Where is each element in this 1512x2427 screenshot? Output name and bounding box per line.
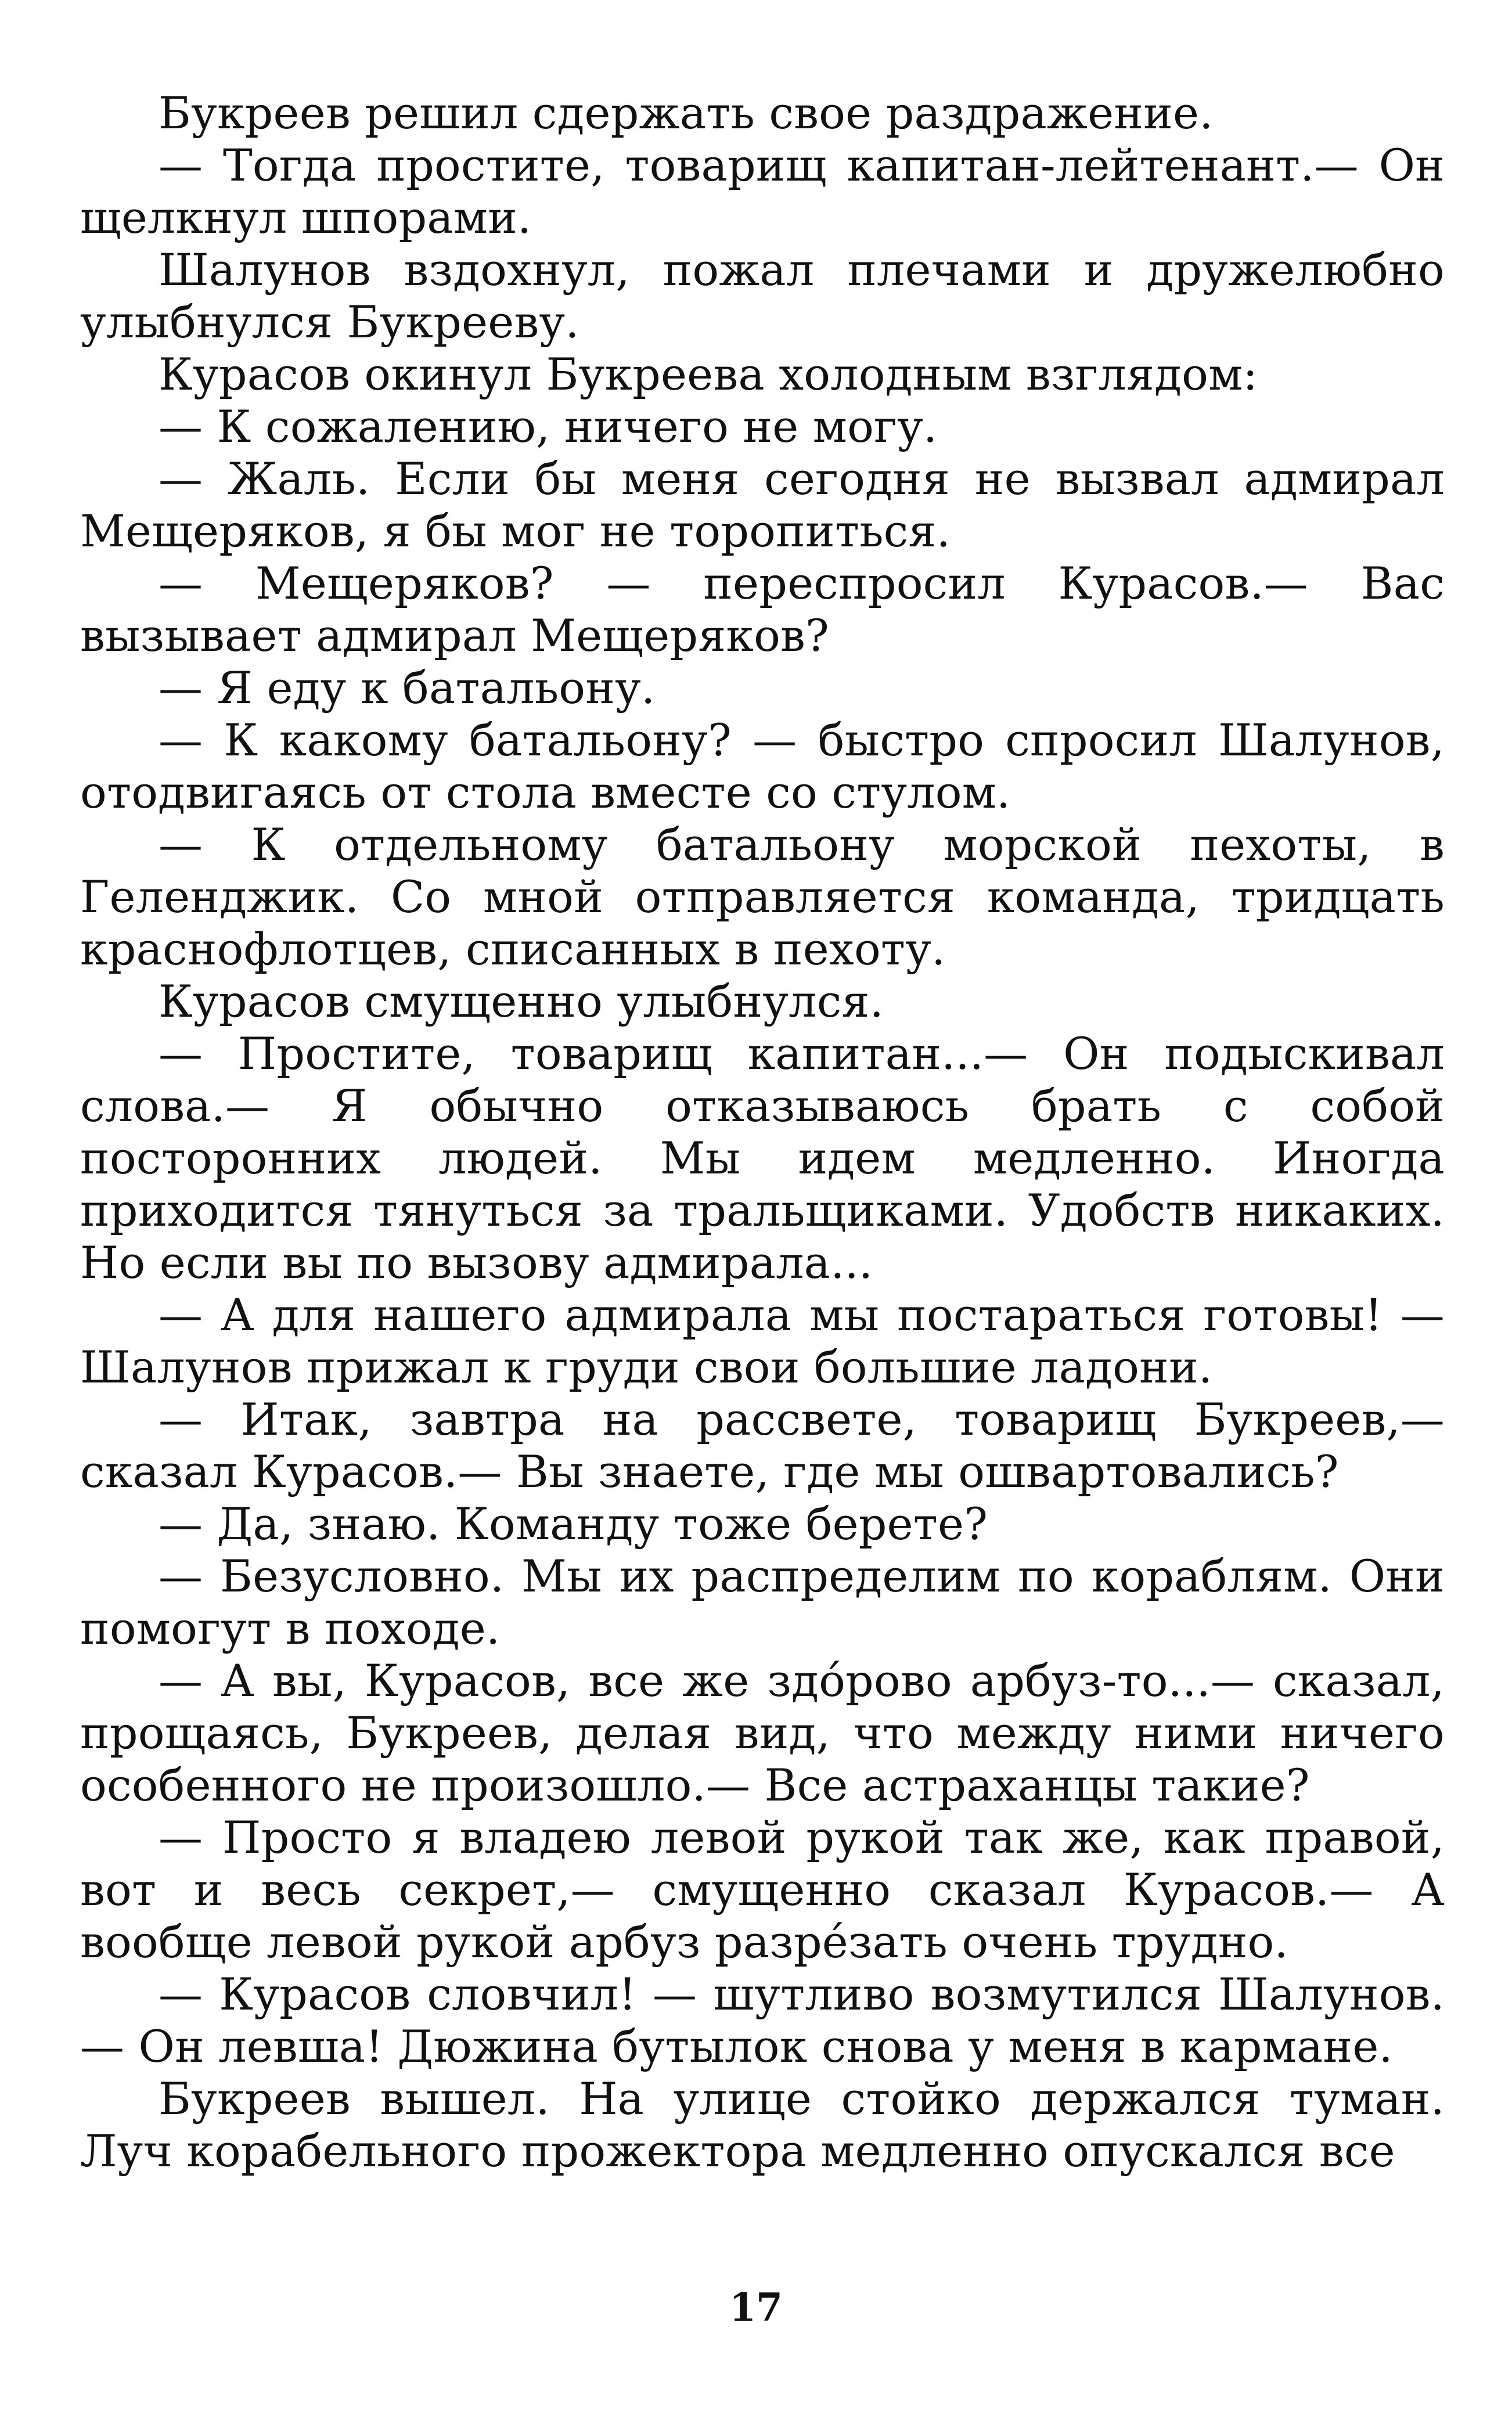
paragraph: — А для нашего адмирала мы постараться готовы! — Шалунов прижал к груди свои большие ладони. [80,1289,1445,1393]
paragraph: — Просто я владею левой рукой так же, как правой, вот и весь секрет,— смущенно сказал Курасов.— А вообще левой рукой арбуз разрéзать очень трудно. [80,1812,1445,1968]
paragraph: — К какому батальону? — быстро спросил Шалунов, отодвигаясь от стола вместе со стулом. [80,714,1445,818]
paragraph: — Простите, товарищ капитан...— Он подыскивал слова.— Я обычно отказываюсь брать с собой посторонних людей. Мы идем медленно. Иногда приходится тянуться за тральщиками. Удобств никаких. Но если вы по вызову адмирала... [80,1028,1445,1288]
paragraph: — Жаль. Если бы меня сегодня не вызвал адмирал Мещеряков, я бы мог не торопиться. [80,453,1445,557]
paragraph: — Да, знаю. Команду тоже берете? [159,1498,988,1550]
page-body [80,87,1445,2177]
paragraph: — Итак, завтра на рассвете, товарищ Букреев,— сказал Курасов.— Вы знаете, где мы ошвартовались? [80,1393,1445,1497]
paragraph: Букреев решил сдержать свое раздражение. [159,87,1214,139]
paragraph: — Безусловно. Мы их распределим по кораблям. Они помогут в походе. [80,1550,1445,1654]
paragraph: — Я еду к батальону. [159,662,656,714]
paragraph: Курасов окинул Букреева холодным взглядом: [159,348,1258,400]
paragraph: — Курасов словчил! — шутливо возмутился Шалунов.— Он левша! Дюжина бутылок снова у меня в кармане. [80,1968,1445,2072]
paragraph: — А вы, Курасов, все же здóрово арбуз-то...— сказал, прощаясь, Букреев, делая вид, что между ними ничего особенного не произошло.— Все астраханцы такие? [80,1655,1445,1811]
paragraph: — К сожалению, ничего не могу. [159,401,938,452]
paragraph: — К отдельному батальону морской пехоты, в Геленджик. Со мной отправляется команда, тридцать краснофлотцев, списанных в пехоту. [80,819,1445,975]
paragraph: — Мещеряков? — переспросил Курасов.— Вас вызывает адмирал Мещеряков? [80,557,1445,661]
page-number: 17 [729,2285,783,2330]
paragraph: Шалунов вздохнул, пожал плечами и дружелюбно улыбнулся Букрееву. [80,244,1445,348]
paragraph: Курасов смущенно улыбнулся. [159,975,884,1027]
paragraph: Букреев вышел. На улице стойко держался туман. Луч корабельного прожектора медленно опускался все [80,2073,1445,2177]
paragraph: — Тогда простите, товарищ капитан-лейтенант.— Он щелкнул шпорами. [80,139,1445,243]
